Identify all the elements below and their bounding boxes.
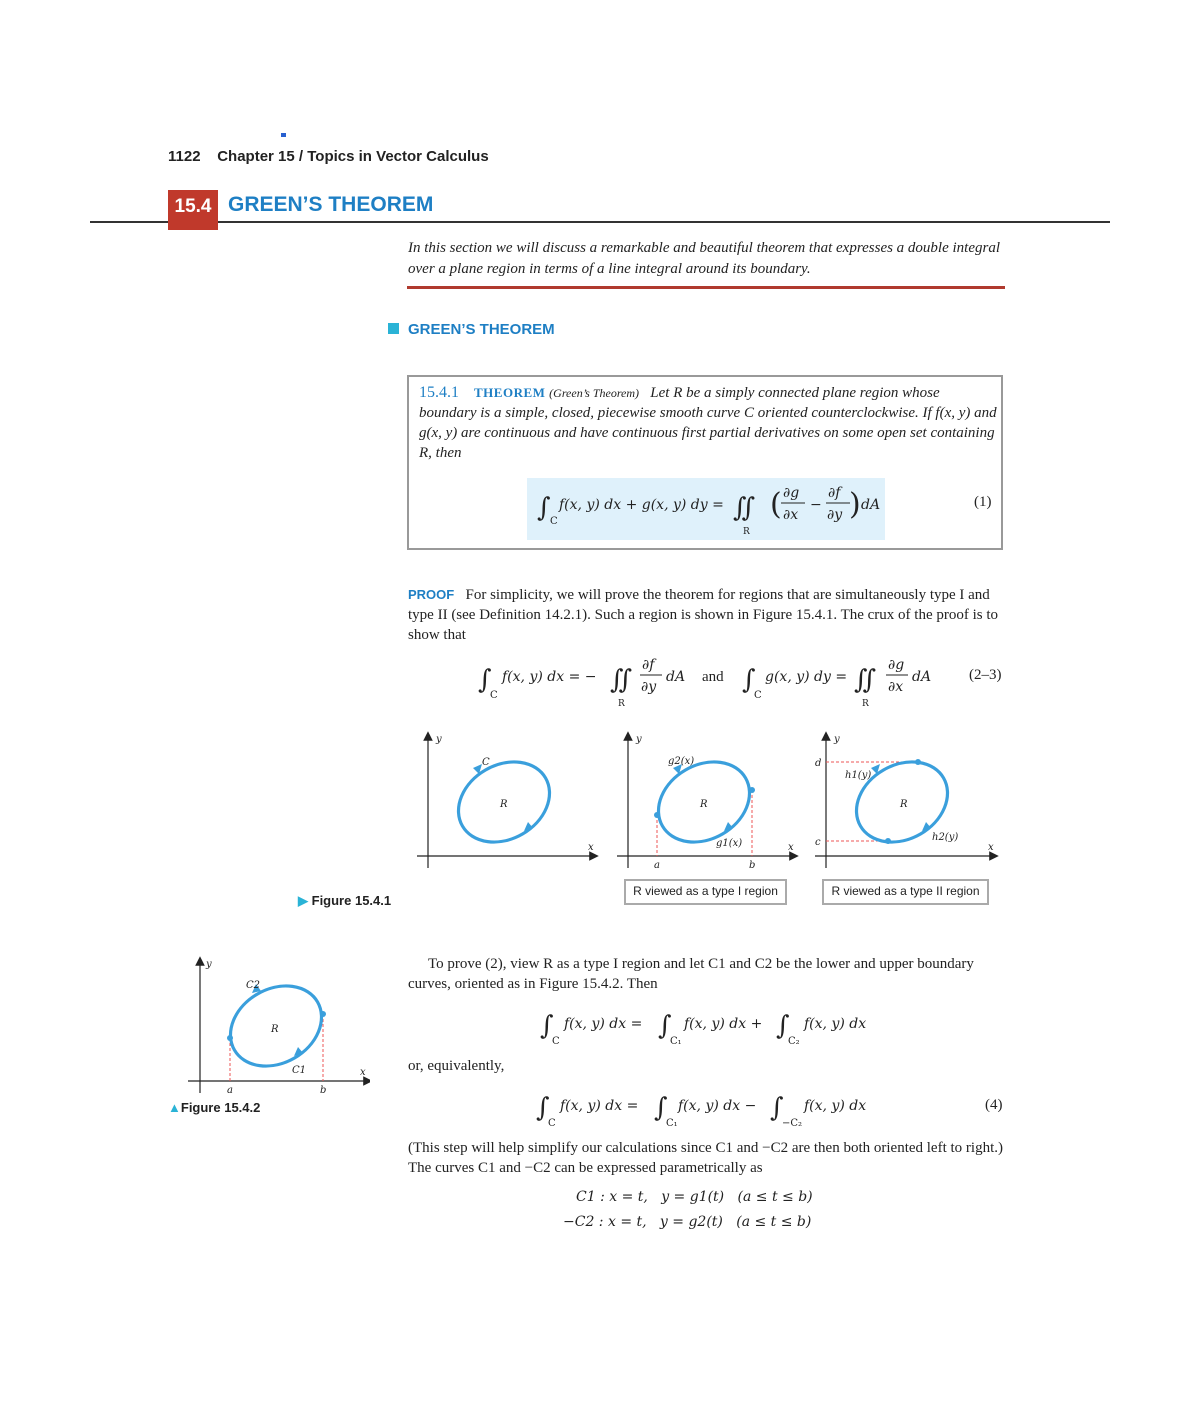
region-label: R [271, 1024, 279, 1035]
svg-text:−: − [810, 497, 822, 513]
x-axis-label: x [360, 1067, 366, 1078]
tick-d: d [815, 758, 822, 769]
running-header [168, 148, 489, 165]
figure-15-4-1-panel-1 [412, 730, 602, 870]
svg-text:∬: ∬ [733, 493, 756, 523]
svg-text:dA: dA [861, 497, 881, 513]
svg-text:g(x, y) dy =: g(x, y) dy = [765, 669, 848, 685]
svg-text:R: R [618, 699, 625, 709]
type-1-region-label: R viewed as a type I region [624, 879, 787, 905]
svg-text:C₂: C₂ [788, 1036, 800, 1047]
proof-text: For simplicity, we will prove the theorem for regions that are simultaneously type I and type II (see Definition 14.2.1). Such a region is shown in Figure 15.4.1. The crux of the proof is to show that [408, 587, 999, 643]
theorem-label: THEOREM [474, 385, 546, 400]
x-axis-label: x [788, 842, 794, 853]
svg-text:(: ( [770, 487, 782, 522]
right-curve-label: h2(y) [932, 832, 959, 843]
type-2-region-label: R viewed as a type II region [822, 879, 989, 905]
svg-text:f(x, y) dx =: f(x, y) dx = [560, 1098, 639, 1114]
svg-text:f(x, y) dx −: f(x, y) dx − [678, 1098, 757, 1114]
svg-text:f(x, y) dx: f(x, y) dx [804, 1098, 867, 1114]
tick-a: a [227, 1085, 233, 1096]
header-mark [281, 133, 286, 137]
section-rule [90, 221, 1110, 223]
svg-text:C₁: C₁ [666, 1118, 678, 1129]
svg-text:f(x, y) dx =: f(x, y) dx = [564, 1016, 643, 1032]
x-axis-label: x [588, 842, 594, 853]
proof-paragraph [408, 585, 1006, 645]
page-number: 1122 [168, 148, 201, 165]
theorem-text: Let R be a simply connected plane region whose boundary is a simple, closed, piecewise smooth curve C oriented counterclockwise. If f(x, y) and g(x, y) are continuous and have continuous first partial derivatives on some open set containing R, then [419, 385, 997, 461]
equation-split [540, 1000, 900, 1052]
svg-text:∬: ∬ [854, 665, 877, 695]
orientation-paragraph: (This step will help simplify our calculations since C1 and −C2 are then both oriented left to right.) The curves C1 and −C2 can be expressed parametrically as [408, 1140, 1003, 1176]
svg-text:∫: ∫ [658, 1011, 672, 1041]
intro-rule [407, 286, 1005, 289]
equation-number-2-3: (2–3) [969, 667, 1002, 683]
tick-c: c [815, 837, 821, 848]
theorem-name: (Green’s Theorem) [549, 386, 640, 400]
svg-text:dA: dA [912, 669, 932, 685]
svg-text:C: C [490, 690, 498, 701]
svg-text:∫: ∫ [654, 1093, 668, 1123]
svg-text:f(x, y) dx + g(x, y) dy =: f(x, y) dx + g(x, y) dy = [559, 497, 724, 513]
svg-text:∂x: ∂x [888, 679, 904, 695]
curve-label: C [482, 757, 490, 768]
svg-text:∂g: ∂g [783, 485, 800, 501]
svg-text:∫: ∫ [478, 665, 492, 695]
subheading-text: GREEN’S THEOREM [408, 321, 555, 338]
svg-text:∫: ∫ [770, 1093, 784, 1123]
proof-label: PROOF [408, 587, 455, 602]
parametrization-c1: C1 : x = t, y = g1(t) (a ≤ t ≤ b) [576, 1189, 813, 1205]
region-label: R [500, 799, 508, 810]
section-number: 15.4 [168, 190, 218, 230]
svg-text:∫: ∫ [776, 1011, 790, 1041]
section-title: GREEN’S THEOREM [228, 193, 434, 216]
svg-text:C₁: C₁ [670, 1036, 682, 1047]
svg-text:−C₂: −C₂ [782, 1118, 803, 1129]
figure-15-4-1-caption [298, 893, 391, 909]
section-intro: In this section we will discuss a remarkable and beautiful theorem that expresses a double integral over a plane region in terms of a line integral around its boundary. [408, 240, 1001, 277]
svg-text:∂y: ∂y [641, 679, 657, 695]
subheading [388, 321, 555, 338]
y-axis-label: y [206, 959, 212, 970]
or-equivalently: or, equivalently, [408, 1058, 505, 1074]
c1-label: C1 [292, 1065, 307, 1076]
y-axis-label: y [834, 734, 840, 745]
svg-text:∫: ∫ [742, 665, 756, 695]
svg-text:∫: ∫ [540, 1011, 554, 1041]
lower-curve-label: g1(x) [716, 838, 743, 849]
svg-text:f(x, y) dx: f(x, y) dx [804, 1016, 867, 1032]
tick-b: b [320, 1085, 327, 1096]
tick-a: a [654, 860, 660, 871]
figure-15-4-2-caption [168, 1100, 260, 1115]
y-axis-label: y [636, 734, 642, 745]
greens-theorem-formula [527, 478, 887, 540]
caption-text: Figure 15.4.2 [180, 1100, 261, 1115]
c2-label: C2 [246, 980, 261, 991]
svg-text:f(x, y) dx +: f(x, y) dx + [684, 1016, 763, 1032]
svg-text:R: R [862, 699, 869, 709]
svg-text:C: C [552, 1036, 560, 1047]
svg-text:∂f: ∂f [828, 485, 841, 501]
equation-number-4: (4) [985, 1097, 1003, 1113]
svg-text:∂y: ∂y [827, 507, 843, 523]
svg-text:∫: ∫ [537, 493, 551, 523]
parametrization-c2: −C2 : x = t, y = g2(t) (a ≤ t ≤ b) [563, 1214, 812, 1230]
figure-15-4-2 [180, 955, 370, 1100]
tick-b: b [749, 860, 756, 871]
theorem-number: 15.4.1 [419, 384, 459, 401]
y-axis-label: y [436, 734, 442, 745]
theorem-statement [419, 383, 997, 463]
svg-text:dA: dA [666, 669, 686, 685]
svg-text:∂x: ∂x [783, 507, 799, 523]
svg-text:f(x, y) dx = −: f(x, y) dx = − [502, 669, 597, 685]
svg-text:∫: ∫ [536, 1093, 550, 1123]
region-label: R [900, 799, 908, 810]
svg-text:): ) [849, 487, 861, 522]
svg-text:∬: ∬ [610, 665, 633, 695]
x-axis-label: x [988, 842, 994, 853]
right-triangle-icon: ▶ [298, 893, 308, 908]
svg-text:C: C [548, 1118, 556, 1129]
up-triangle-icon: ▲ [168, 1100, 181, 1115]
chapter-title: Chapter 15 / Topics in Vector Calculus [217, 148, 489, 165]
caption-text: Figure 15.4.1 [311, 893, 392, 908]
left-curve-label: h1(y) [845, 770, 872, 781]
prove-2-paragraph: To prove (2), view R as a type I region and let C1 and C2 be the lower and upper boundary curves, oriented as in Figure 15.4.2. Then [408, 956, 974, 992]
figure-15-4-1-panel-2 [612, 730, 802, 875]
svg-text:C: C [550, 516, 558, 527]
svg-text:C: C [754, 690, 762, 701]
svg-text:∂f: ∂f [642, 657, 655, 673]
and-word: and [702, 669, 724, 685]
upper-curve-label: g2(x) [668, 756, 695, 767]
equation-4 [536, 1082, 896, 1134]
figure-15-4-1-panel-3 [810, 730, 1000, 875]
equation-number-1: (1) [974, 494, 992, 510]
svg-text:∂g: ∂g [888, 657, 905, 673]
square-bullet-icon [388, 323, 399, 334]
svg-text:R: R [743, 527, 750, 537]
region-label: R [700, 799, 708, 810]
